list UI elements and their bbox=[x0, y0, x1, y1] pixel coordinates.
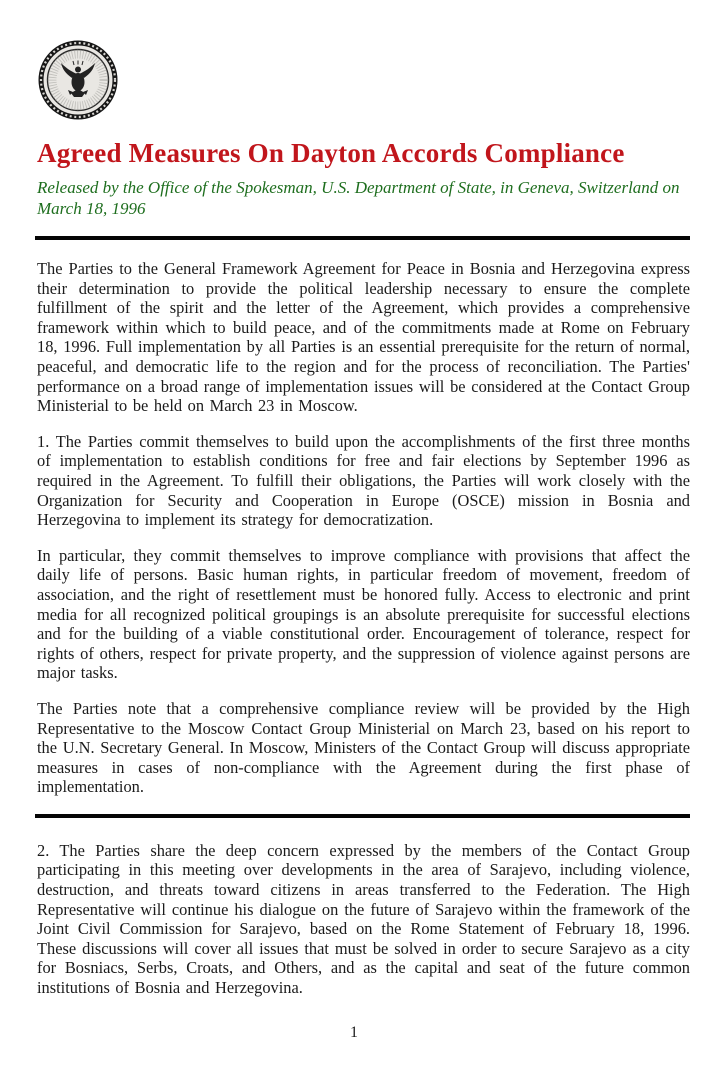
release-byline: Released by the Office of the Spokesman, U.S. Department of State, in Geneva, Switzerland on March 18, 1996 bbox=[37, 178, 680, 219]
section-sarajevo bbox=[37, 818, 690, 998]
page-number: 1 bbox=[350, 1024, 358, 1041]
paragraph-preamble: The Parties to the General Framework Agreement for Peace in Bosnia and Herzegovina express their determination to provide the political leadership necessary to ensure the complete fulfillment of the spirit and the letter of the Agreement, which provides a comprehensive framework within which to build peace, and of the commitments made at Rome on February 18, 1996. Full implementation by all Parties is an essential prerequisite for the return of normal, peaceful, and democratic life to the region and for the process of reconciliation. The Parties' performance on a broad range of implementation issues will be considered at the Contact Group Ministerial to be held on March 23 in Moscow. bbox=[37, 259, 690, 416]
paragraph-item-1-elections: 1. The Parties commit themselves to build upon the accomplishments of the first three months of implementation to establish conditions for free and fair elections by September 1996 as required in the Agreement. To fulfill their obligations, the Parties will work closely with the Organization for Security and Cooperation in Europe (OSCE) mission in Bosnia and Herzegovina to implement its strategy for democratization. bbox=[37, 431, 690, 530]
paragraph-compliance-review: The Parties note that a comprehensive compliance review will be provided by the High Representative to the Moscow Contact Group Ministerial on March 23, based on his report to the U.N. Secretary General. In Moscow, Ministers of the Contact Group will discuss appropriate measures in cases of non-compliance with the Agreement during the first phase of implementation. bbox=[37, 698, 690, 797]
section-agreed-measures bbox=[37, 240, 690, 797]
paragraph-item-2-sarajevo: 2. The Parties share the deep concern expressed by the members of the Contact Group participating in this meeting over developments in the area of Sarajevo, including violence, destruction, and threats toward citizens in areas transferred to the Federation. The High Representative will continue his dialogue on the future of Sarajevo within the framework of the Joint Civil Commission for Sarajevo, based on the Rome Statement of February 18, 1996. These discussions will cover all issues that must be solved in order to secure Sarajevo as a city for Bosniacs, Serbs, Croats, and Others, and as the capital and seat of the future common institutions of Bosnia and Herzegovina. bbox=[37, 840, 690, 998]
state-department-seal-icon bbox=[38, 40, 118, 120]
page-title: Agreed Measures On Dayton Accords Compliance bbox=[37, 138, 625, 168]
paragraph-human-rights: In particular, they commit themselves to improve compliance with provisions that affect the daily life of persons. Basic human rights, in particular freedom of movement, freedom of association, and the right of resettlement must be honored fully. Access to electronic and print media for all recognized political groupings is an absolute prerequisite for successful elections and for the building of a viable constitutional order. Encouragement of tolerance, respect for rights of others, respect for private property, and the suppression of violence against persons are major tasks. bbox=[37, 545, 690, 683]
